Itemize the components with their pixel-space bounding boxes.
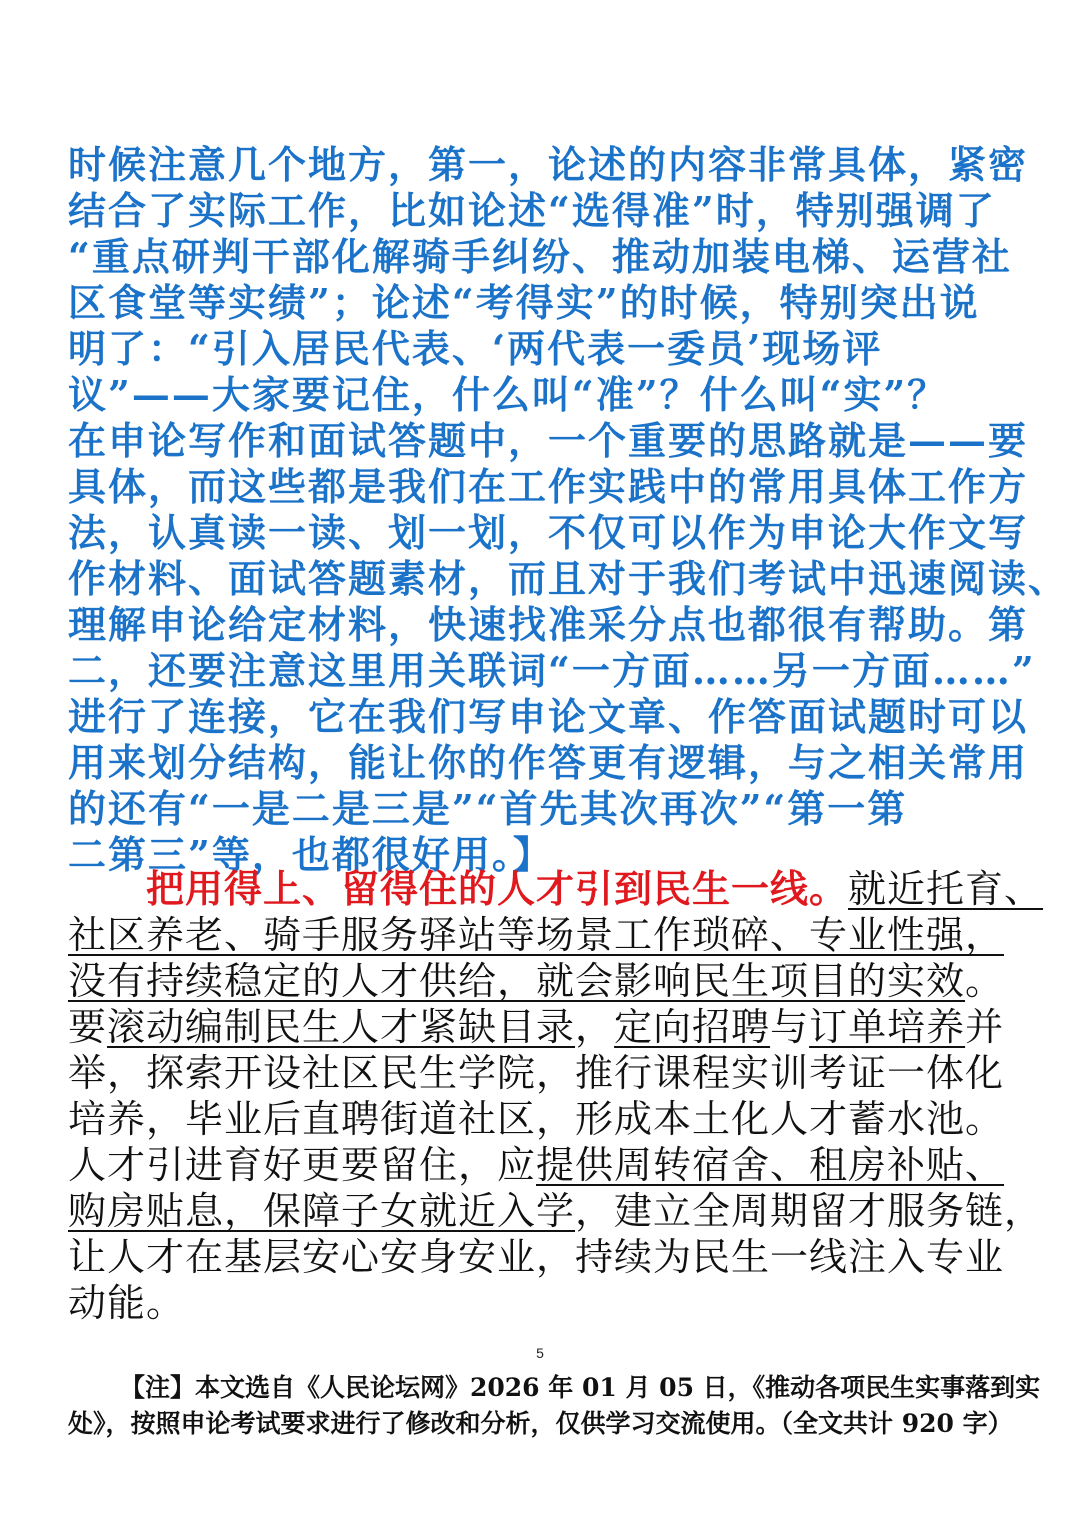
page-number: 5 xyxy=(536,1345,544,1361)
analysis-line: 区食堂等实绩”；论述“考得实”的时候，特别突出说 xyxy=(68,280,980,325)
analysis-line: 具体，而这些都是我们在工作实践中的常用具体工作方 xyxy=(68,464,1029,509)
body-text: 要 xyxy=(68,1005,108,1049)
analysis-line: 二，还要注意这里用关联词“一方面……另一方面……” xyxy=(68,648,1036,693)
underlined-text: 定向招聘 xyxy=(614,1005,771,1049)
analysis-line: 在申论写作和面试答题中，一个重要的思路就是——要 xyxy=(68,418,1029,463)
body-text: 培养，毕业后直聘街道社区，形成本土化人才蓄水池。 xyxy=(68,1097,1005,1141)
body-text: 举，探索开设社区民生学院，推行课程实训考证一体化 xyxy=(68,1051,1005,1095)
underlined-text: 没有持续稳定的人才供给，就会影响民生项目的实效 xyxy=(68,959,966,1003)
analysis-line: 用来划分结构，能让你的作答更有逻辑，与之相关常用 xyxy=(68,740,1029,785)
analysis-line: 的还有“一是二是三是”“首先其次再次”“第一第 xyxy=(68,786,908,831)
underlined-text: 购房贴息，保障子女就近入学 xyxy=(68,1189,576,1233)
body-paragraph xyxy=(68,866,1044,1326)
underlined-text: 订单培养 xyxy=(809,1005,966,1049)
analysis-line: 二第三”等，也都很好用。】 xyxy=(68,832,553,877)
footnote xyxy=(68,1370,1041,1442)
analysis-line: 明了：“引入居民代表、‘两代表一委员’现场评 xyxy=(68,326,883,371)
body-text: 动能。 xyxy=(68,1281,186,1325)
analysis-commentary xyxy=(68,142,1069,878)
footnote-line: 处》，按照申论考试要求进行了修改和分析，仅供学习交流使用。（全文共计 920 字） xyxy=(68,1409,1013,1438)
body-text: 并 xyxy=(965,1005,1005,1049)
paragraph-heading: 把用得上、留得住的人才引到民生一线。 xyxy=(146,866,849,911)
analysis-line: 结合了实际工作，比如论述“选得准”时，特别强调了 xyxy=(68,188,996,233)
analysis-line: 作材料、面试答题素材，而且对于我们考试中迅速阅读、 xyxy=(68,556,1069,601)
footnote-line: 【注】本文选自《人民论坛网》2026 年 01 月 05 日，《推动各项民生实事落到实 xyxy=(120,1373,1041,1402)
body-text: 与 xyxy=(770,1005,810,1049)
analysis-line: 理解申论给定材料，快速找准采分点也都很有帮助。第 xyxy=(68,602,1029,647)
body-text: ，建立全周期留才服务链， xyxy=(575,1189,1044,1233)
body-text: 人才引进育好更要留住，应 xyxy=(68,1143,537,1187)
underlined-text: 提供周转宿舍、租房补贴、 xyxy=(536,1143,1005,1187)
analysis-line: 时候注意几个地方，第一，论述的内容非常具体，紧密 xyxy=(68,142,1029,187)
analysis-line: “重点研判干部化解骑手纠纷、推动加装电梯、运营社 xyxy=(68,234,1012,279)
analysis-line: 进行了连接，它在我们写申论文章、作答面试题时可以 xyxy=(68,694,1029,739)
body-text: 。 xyxy=(965,959,1005,1003)
underlined-text: 滚动编制民生人才紧缺目录 xyxy=(107,1005,576,1049)
underlined-text: 就近托育、 xyxy=(848,867,1044,911)
analysis-line: 法，认真读一读、划一划，不仅可以作为申论大作文写 xyxy=(68,510,1029,555)
body-text: ， xyxy=(575,1005,615,1049)
analysis-line: 议”——大家要记住，什么叫“准”？什么叫“实”？ xyxy=(68,372,948,417)
underlined-text: 社区养老、骑手服务驿站等场景工作琐碎、专业性强， xyxy=(68,913,1005,957)
body-text: 让人才在基层安心安身安业，持续为民生一线注入专业 xyxy=(68,1235,1005,1279)
